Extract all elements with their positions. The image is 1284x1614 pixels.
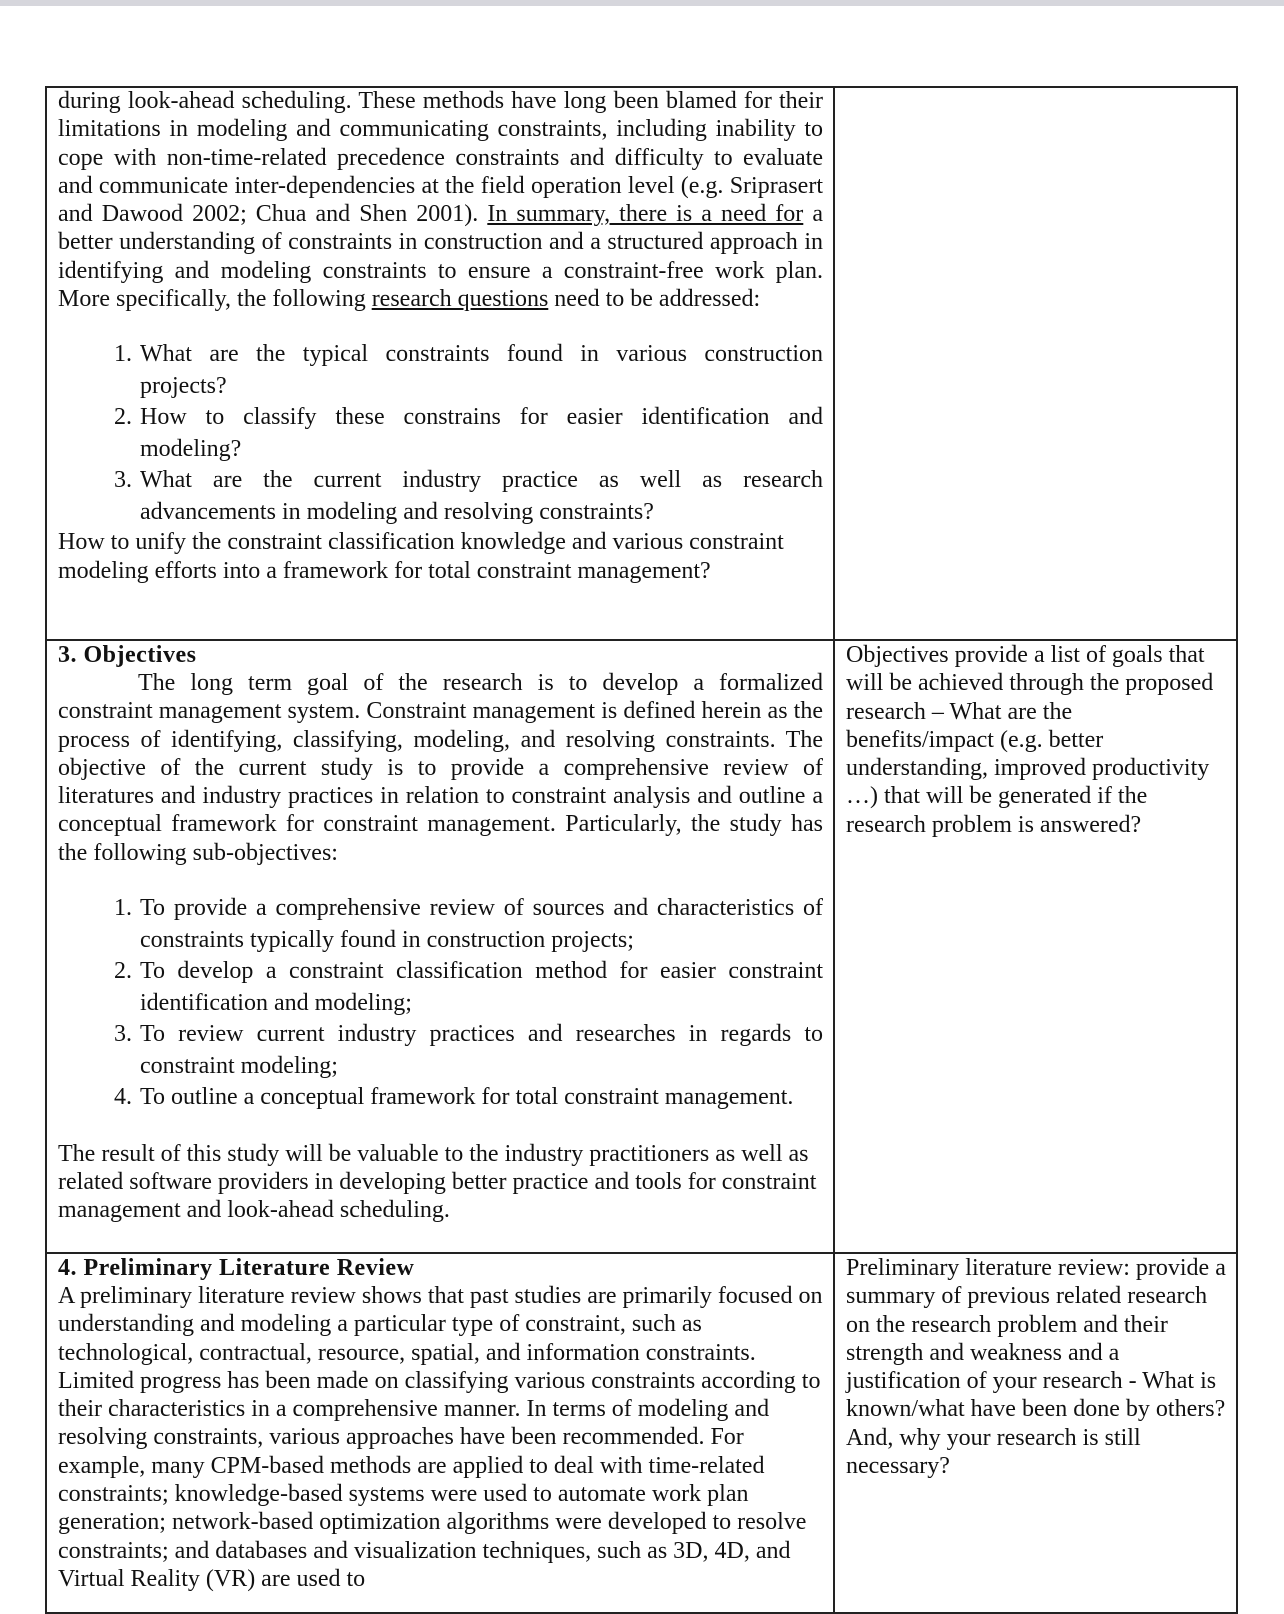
right-cell — [834, 640, 1237, 1253]
right-cell-empty — [834, 87, 1237, 640]
underlined-phrase-research-questions: research questions — [371, 286, 549, 313]
right-cell — [834, 1253, 1237, 1613]
left-cell — [46, 1253, 834, 1613]
problem-text-b: a better understanding of constraints in construction and a structured approach in identifying and modeling constraints to ensure a constraint-free work plan. More specifically, the following — [58, 201, 824, 313]
list-item: 1. To provide a comprehensive review of sources and characteristics of constraints typically found in construction projects; — [138, 893, 823, 956]
list-item: 4. To outline a conceptual framework for total constraint management. — [138, 1082, 823, 1114]
literature-paragraph: A preliminary literature review shows that past studies are primarily focused on understanding and modeling a particular type of constraint, such as technological, contractual, resource, spatial, and information constraints. Limited progress has been made on classifying various constraints according to their characteristics in a comprehensive manner. In terms of modeling and resolving constraints, various approaches have been recommended. For example, many CPM-based methods are applied to deal with time-related constraints; knowledge-based systems were used to automate work plan generation; network-based optimization algorithms were developed to resolve constraints; and databases and visualization techniques, such as 3D, 4D, and Virtual Reality (VR) are used to — [58, 1283, 823, 1592]
table-row-objectives — [46, 640, 1237, 1253]
objectives-paragraph: The long term goal of the research is to develop a formalized constraint management system. Constraint management is defined herein as the process of identifying, classifying, modeling, and resolving constraints. The objective of the current study is to provide a comprehensive review of literatures and industry practices in relation to constraint analysis and outline a conceptual framework for constraint management. Particularly, the study has the following sub-objectives: — [58, 670, 823, 866]
research-questions-list — [58, 339, 823, 528]
problem-text-a: during look-ahead scheduling. These methods have long been blamed for their limitations in modeling and communicating constraints, including inability to cope with non-time-related precedence constraints and difficulty to evaluate and communicate inter-dependencies at the field operation level (e.g. Sriprasert and Dawood 2002; Chua and Shen 2001). — [58, 88, 823, 228]
list-item: 3. What are the current industry practice as well as research advancements in modeling and resolving constraints? — [138, 465, 823, 528]
section-heading: 4. Preliminary Literature Review — [58, 1255, 415, 1281]
proposal-table — [45, 86, 1238, 1614]
result-paragraph: The result of this study will be valuable to the industry practitioners as well as related software providers in developing better practice and tools for constraint management and look-ahead scheduling. — [58, 1140, 817, 1224]
list-item: 1. What are the typical constraints found in various construction projects? — [138, 339, 823, 402]
guidance-note: Preliminary literature review: provide a summary of previous related research on the research problem and their strength and weakness and a justification of your research - What is known/what have been done by others? And, why your research is still necessary? — [846, 1255, 1226, 1480]
table-row-research-questions — [46, 87, 1237, 640]
subobjectives-list — [58, 893, 823, 1114]
closing-question: How to unify the constraint classification knowledge and various constraint modeling efforts into a framework for total constraint management? — [58, 529, 784, 584]
spacer — [58, 1114, 823, 1140]
problem-text-c: need to be addressed: — [548, 286, 761, 313]
left-cell — [46, 87, 834, 640]
left-cell — [46, 640, 834, 1253]
underlined-phrase-summary: In summary, there is a need for — [487, 201, 804, 228]
list-item: 2. How to classify these constrains for easier identification and modeling? — [138, 402, 823, 465]
table-row-literature-review — [46, 1253, 1237, 1613]
problem-paragraph — [58, 87, 823, 313]
list-item: 3. To review current industry practices and researches in regards to constraint modeling; — [138, 1019, 823, 1082]
top-edge-bar — [0, 0, 1284, 6]
guidance-note: Objectives provide a list of goals that will be achieved through the proposed research – What are the benefits/impact (e.g. better understanding, improved productivity …) that will be generated if the research problem is answered? — [846, 642, 1214, 838]
section-heading: 3. Objectives — [58, 642, 197, 668]
list-item: 2. To develop a constraint classification method for easier constraint identification and modeling; — [138, 956, 823, 1019]
spacer — [58, 313, 823, 339]
spacer — [58, 867, 823, 893]
